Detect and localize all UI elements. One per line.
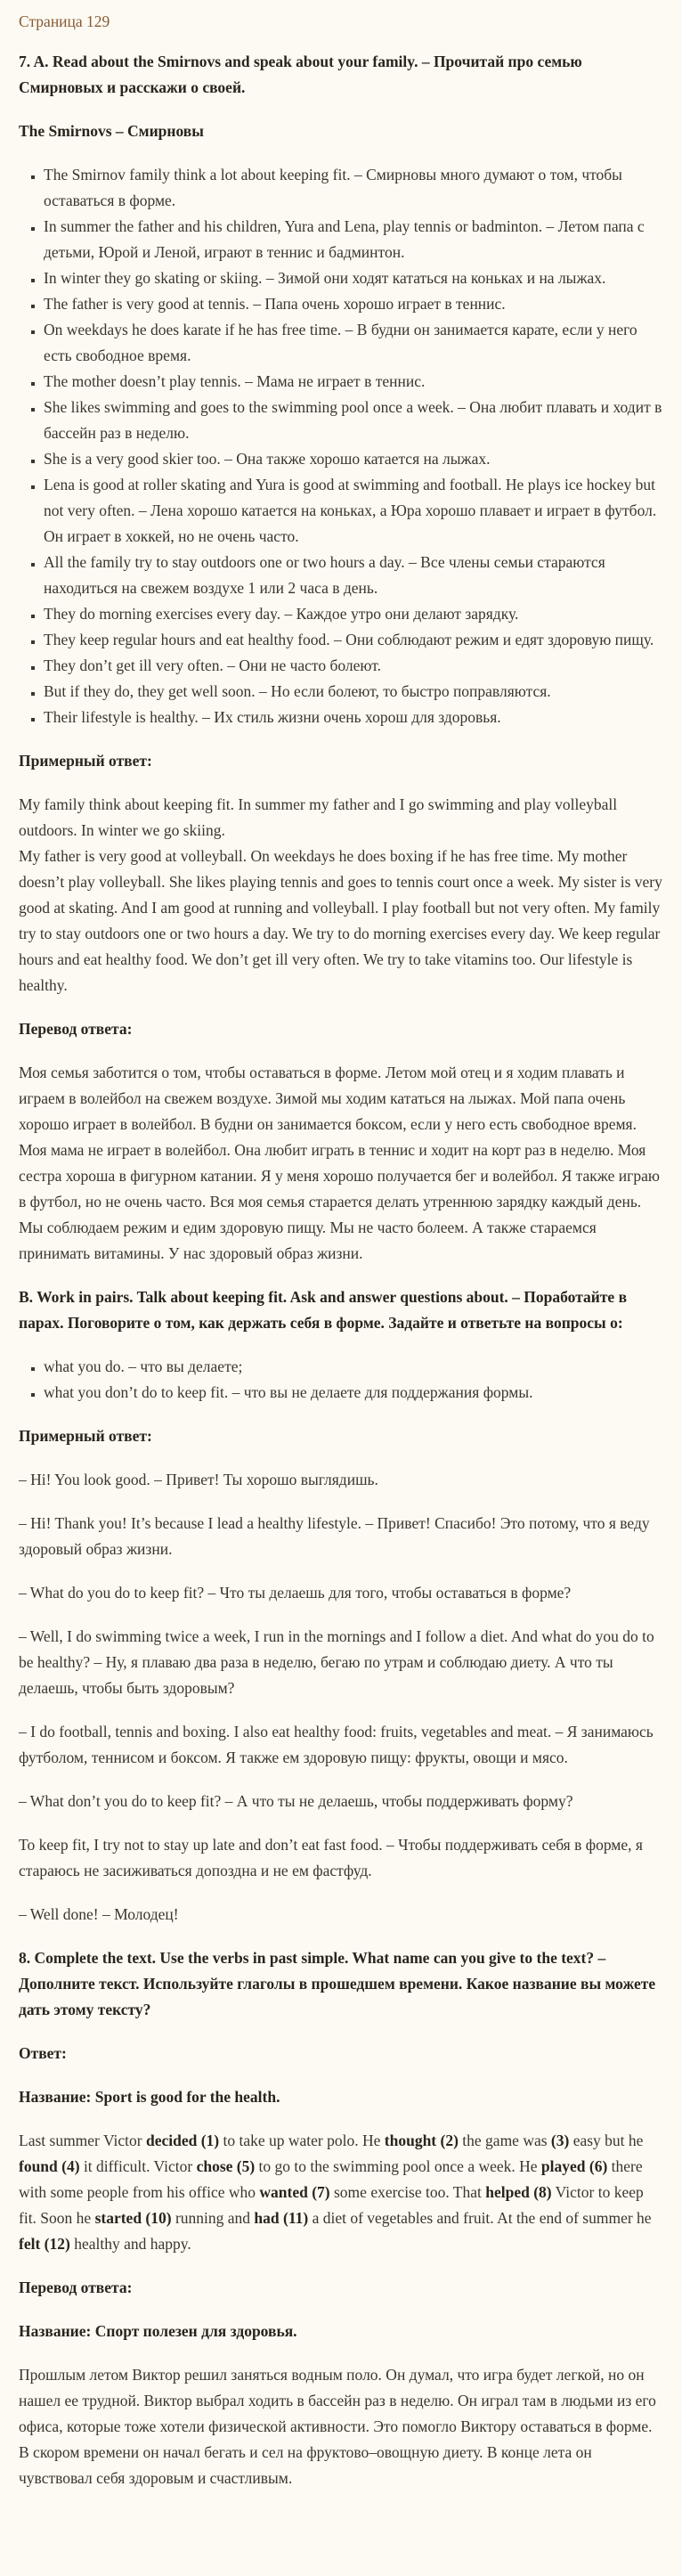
filled-verb: wanted (7) (259, 2183, 330, 2201)
list-item: ▪ The father is very good at tennis. – Папа очень хорошо играет в теннис. (44, 291, 662, 317)
text-fragment: it difficult. Victor (79, 2157, 197, 2175)
list-item: ▪ On weekdays he does karate if he has free time. – В будни он занимается карате, если у него есть свободное время. (44, 317, 662, 369)
answer-heading: Ответ: (19, 2044, 67, 2062)
text-fragment: to take up water polo. He (219, 2132, 385, 2149)
list-item: ▪ what you don’t do to keep fit. – что вы не делаете для поддержания формы. (44, 1380, 662, 1406)
page-number: Страница 129 (19, 12, 110, 30)
list-item: ▪ In summer the father and his children, Yura and Lena, play tennis or badminton. – Летом папа с детьми, Юрой и Леной, играют в теннис и бадминтон. (44, 214, 662, 265)
list-item: ▪ They don’t get ill very often. – Они не часто болеют. (44, 653, 662, 679)
filled-verb: (3) (550, 2132, 570, 2149)
dialogue-line: To keep fit, I try not to stay up late and don’t eat fast food. – Чтобы поддерживать себя в форме, я стараюсь не засиживаться допоздна и не ем фастфуд. (19, 1836, 643, 1879)
filled-verb: thought (2) (384, 2132, 459, 2149)
translation-text: Моя семья заботится о том, чтобы оставаться в форме. Летом мой отец и я ходим плавать и играем в волейбол на свежем воздухе. Зимой мы ходим кататься на лыжах. Мой папа очень хорошо играет в волейбол. В будни он занимается боксом, если у него есть свободное время. Моя мама не играет в волейбол. Она любит играть в теннис и ходит на корт раз в неделю. Моя сестра хороша в фигурном катании. Я у меня хорошо получается бег и волейбол. Я также играю в футбол, но не очень часто. Вся моя семья старается делать утреннюю зарядку каждый день. Мы соблюдаем режим и едим здоровую пищу. Мы не часто болеем. А также стараемся принимать витамины. У нас здоровый образ жизни. (19, 1064, 660, 1262)
dialogue-line: – Hi! You look good. – Привет! Ты хорошо выглядишь. (19, 1471, 378, 1488)
list-item: ▪ She likes swimming and goes to the swimming pool once a week. – Она любит плавать и ходит в бассейн раз в неделю. (44, 395, 662, 446)
list-item: ▪ Their lifestyle is healthy. – Их стиль жизни очень хорош для здоровья. (44, 705, 662, 730)
sample-answer-heading: Примерный ответ: (19, 1427, 152, 1445)
filled-verb: decided (1) (145, 2132, 220, 2149)
list-item: ▪ They do morning exercises every day. – Каждое утро они делают зарядку. (44, 601, 662, 627)
translation-heading: Перевод ответа: (19, 2278, 133, 2296)
text-fragment: running and (171, 2209, 255, 2227)
exercise-8-heading: 8. Complete the text. Use the verbs in past simple. What name can you give to the text? – Дополните текст. Используйте глаголы в прошедшем времени. Какое название вы можете дать этому тексту? (19, 1949, 656, 2018)
filled-verb: played (6) (540, 2157, 608, 2175)
dialogue-line: – Well done! – Молодец! (19, 1905, 179, 1923)
exercise-7b-heading: B. Work in pairs. Talk about keeping fit. Ask and answer questions about. – Поработайте в парах. Поговорите о том, как держать себя в форме. Задайте и ответьте на вопросы о: (19, 1288, 628, 1332)
dialogue-line: – What don’t you do to keep fit? – А что ты не делаешь, чтобы поддерживать форму? (19, 1792, 573, 1810)
filled-verb: felt (12) (19, 2235, 70, 2253)
text-fragment: there with some people from his office who (19, 2157, 643, 2201)
list-item: ▪ But if they do, they get well soon. – Но если болеют, то быстро поправляются. (44, 679, 662, 705)
list-item: ▪ Lena is good at roller skating and Yura is good at swimming and football. He plays ice hockey but not very often. – Лена хорошо катается на коньках, а Юра хорошо плавает и играет в футбол. Он играет в хоккей, но не очень часто. (44, 472, 662, 550)
translation-heading: Перевод ответа: (19, 1020, 133, 1038)
list-item: ▪ In winter they go skating or skiing. – Зимой они ходят кататься на коньках и на лыжах. (44, 265, 662, 291)
smirnovs-list (19, 162, 662, 730)
filled-verb: started (10) (94, 2209, 172, 2227)
filled-verb: found (4) (19, 2157, 80, 2175)
filled-verb: helped (8) (485, 2183, 552, 2201)
pair-work-list (19, 1354, 662, 1406)
sample-answer-line: My family think about keeping fit. In summer my father and I go swimming and play volleyball outdoors. In winter we go skiing. (19, 795, 618, 839)
text-fragment: easy but he (569, 2132, 644, 2149)
filled-verb: chose (5) (196, 2157, 256, 2175)
completed-text (19, 2128, 662, 2257)
text-fragment: the game was (458, 2132, 551, 2149)
sample-answer-text (19, 792, 662, 999)
list-item: ▪ what you do. – что вы делаете; (44, 1354, 662, 1380)
text-fragment: healthy and happy. (69, 2235, 191, 2253)
text-fragment: Victor to keep fit. Soon he (19, 2183, 644, 2227)
list-item: ▪ She is a very good skier too. – Она также хорошо катается на лыжах. (44, 446, 662, 472)
text-fragment: some exercise too. That (329, 2183, 486, 2201)
translation-title: Название: Спорт полезен для здоровья. (19, 2322, 297, 2340)
list-item: ▪ They keep regular hours and eat healthy food. – Они соблюдают режим и едят здоровую пищу. (44, 627, 662, 653)
text-fragment: a diet of vegetables and fruit. At the end of summer he (308, 2209, 652, 2227)
exercise-7-heading: 7. A. Read about the Smirnovs and speak about your family. – Прочитай про семью Смирновых и расскажи о своей. (19, 53, 582, 96)
list-item: ▪ All the family try to stay outdoors one or two hours a day. – Все члены семьи стараются находиться на свежем воздухе 1 или 2 часа в день. (44, 550, 662, 601)
text-title: The Smirnovs – Смирновы (19, 122, 204, 140)
sample-answer-heading: Примерный ответ: (19, 752, 152, 770)
text-fragment: Last summer Victor (19, 2132, 146, 2149)
translation-text: Прошлым летом Виктор решил заняться водным поло. Он думал, что игра будет легкой, но он нашел ее трудной. Виктор выбрал ходить в бассейн раз в неделю. Он играл там в людьми из его офиса, которые тоже хотели физической активности. Это помогло Виктору оставаться в форме. В скором времени он начал бегать и сел на фруктово–овощную диету. В конце лета он чувствовал себя здоровым и счастливым. (19, 2366, 656, 2487)
dialogue-line: – I do football, tennis and boxing. I also eat healthy food: fruits, vegetables and meat. – Я занимаюсь футболом, теннисом и боксом. Я также ем здоровую пищу: фрукты, овощи и мясо. (19, 1723, 654, 1766)
dialogue-line: – Well, I do swimming twice a week, I run in the mornings and I follow a diet. And what do you do to be healthy? – Ну, я плаваю два раза в неделю, бегаю по утрам и соблюдаю диету. А что ты делаешь, чтобы быть здоровым? (19, 1627, 654, 1697)
filled-verb: had (11) (254, 2209, 309, 2227)
sample-answer-line: My father is very good at volleyball. On weekdays he does boxing if he has free time. My mother doesn’t play volleyball. She likes playing tennis and goes to tennis court once a week. My sister is very good at skating. And I am good at running and volleyball. I play football but not very often. My family try to stay outdoors one or two hours a day. We try to do morning exercises every day. We keep regular hours and eat healthy food. We don’t get ill very often. We try to take vitamins too. Our lifestyle is healthy. (19, 847, 662, 994)
text-fragment: to go to the swimming pool once a week. He (255, 2157, 541, 2175)
list-item: ▪ The Smirnov family think a lot about keeping fit. – Смирновы много думают о том, чтобы оставаться в форме. (44, 162, 662, 214)
list-item: ▪ The mother doesn’t play tennis. – Мама не играет в теннис. (44, 369, 662, 395)
dialogue-line: – Hi! Thank you! It’s because I lead a healthy lifestyle. – Привет! Спасибо! Это потому, что я веду здоровый образ жизни. (19, 1514, 650, 1558)
answer-title: Название: Sport is good for the health. (19, 2088, 280, 2106)
dialogue-line: – What do you do to keep fit? – Что ты делаешь для того, чтобы оставаться в форме? (19, 1584, 572, 1602)
